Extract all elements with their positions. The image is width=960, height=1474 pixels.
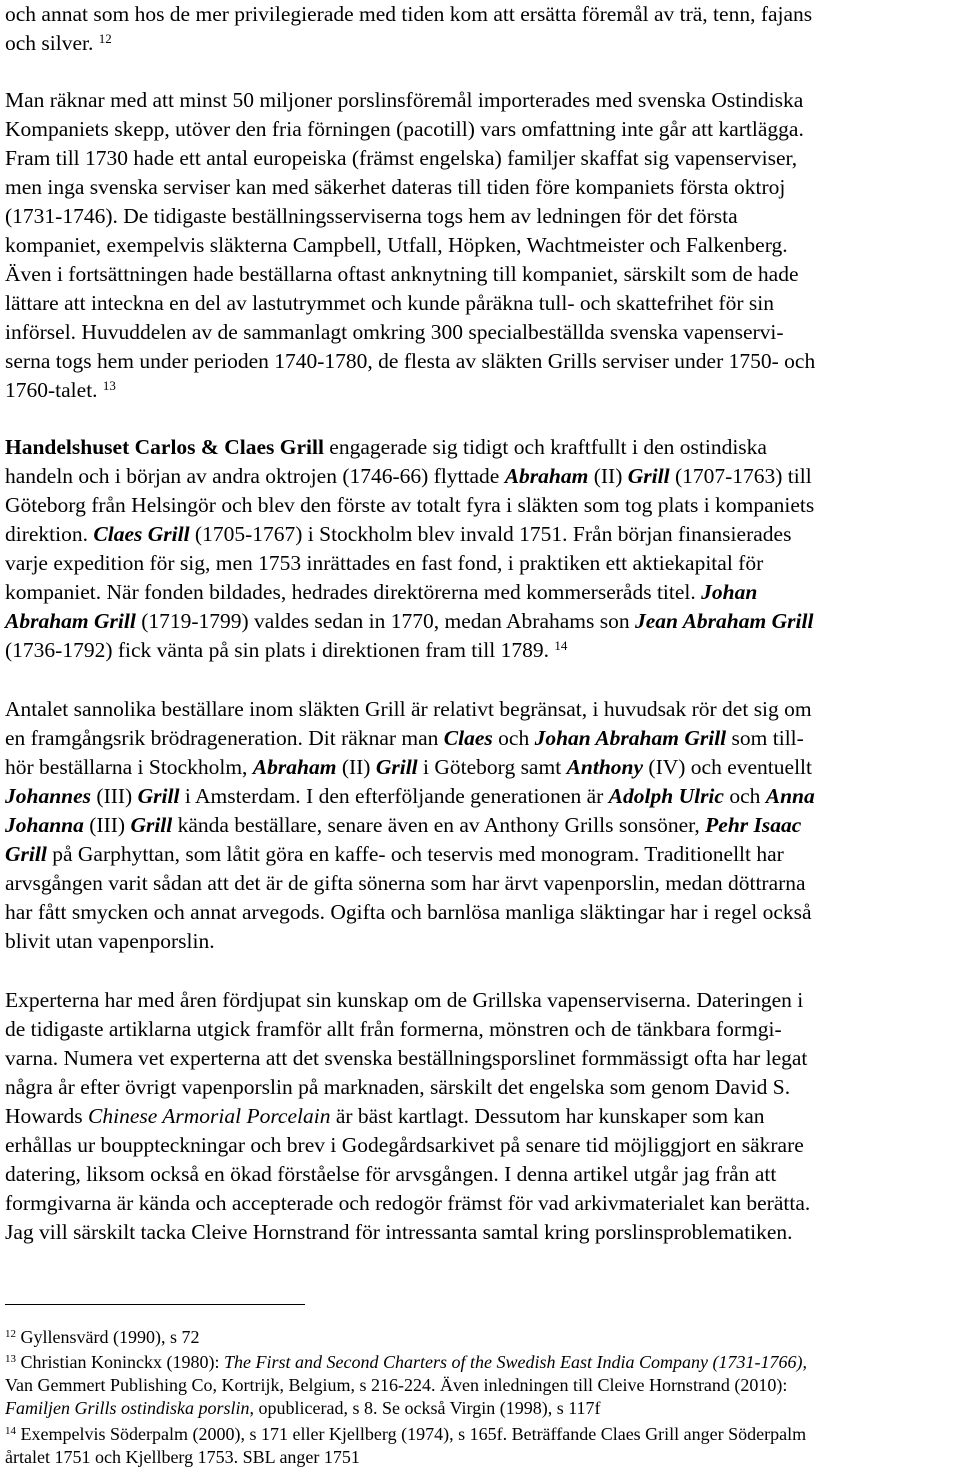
footnote-13: $^{13}$ Christian Koninckx (1980): The First and Second Charters of the Swedish East India Company (1731-1766), <box>5 1352 807 1372</box>
person-name: Johannes <box>5 784 92 808</box>
footnote-separator <box>5 1304 305 1305</box>
text-line: och silver. $^{12}$ <box>5 30 112 55</box>
text-line: och annat som hos de mer privilegierade med tiden kom att ersätta föremål av trä, tenn, fajans <box>5 2 813 26</box>
footnote-13-continued: Van Gemmert Publishing Co, Kortrijk, Belgium, s 216-224. Även inledningen till Cleive Hornstrand (2010): <box>5 1375 788 1395</box>
text-line: en framgångsrik brödrageneration. Dit räknar man Claes och Johan Abraham Grill som till- <box>5 726 804 750</box>
text-line: men inga svenska serviser kan med säkerhet dateras till tiden före kompaniets första oktroj <box>5 175 786 199</box>
text-line: (1731-1746). De tidigaste beställningsserviserna togs hem av ledningen för det första <box>5 204 738 228</box>
footnote-14-continued: årtalet 1751 och Kjellberg 1753. SBL anger 1751 <box>5 1447 360 1467</box>
text-line: Göteborg från Helsingör och blev den förste av totalt fyra i släkten som tog plats i kompaniets <box>5 493 815 517</box>
text-line: Jag vill särskilt tacka Cleive Hornstrand för intressanta samtal kring porslinsproblematiken. <box>5 1220 793 1244</box>
text-line: hör beställarna i Stockholm, Abraham (II) Grill i Göteborg samt Anthony (IV) och eventuellt <box>5 755 812 779</box>
footnote-ref-13: 13 <box>102 377 116 393</box>
text-line: Grill på Garphyttan, som låtit göra en kaffe- och teservis med monogram. Traditionellt har <box>5 842 784 866</box>
text-line: lättare att inteckna en del av lastutrymmet och kunde påräkna tull- och skattefrihet för sin <box>5 291 774 315</box>
footnote-13-continued: Familjen Grills ostindiska porslin, opublicerad, s 8. Se också Virgin (1998), s 117f <box>5 1398 601 1418</box>
text-line: varna. Numera vet experterna att det svenska beställningsporslinet formmässigt ofta har legat <box>5 1046 808 1070</box>
person-name: Grill <box>627 464 670 488</box>
text-line: Även i fortsättningen hade beställarna oftast anknytning till kompaniet, särskilt som de hade <box>5 262 799 286</box>
text-line: varje expedition för sig, men 1753 inrättades en fast fond, i praktiken ett aktiekapital för <box>5 551 764 575</box>
text-line: införsel. Huvuddelen av de sammanlagt omkring 300 specialbeställda svenska vapenservi- <box>5 320 784 344</box>
text-line: har fått smycken och annat arvegods. Ogifta och barnlösa manliga släktingar har i regel också <box>5 900 812 924</box>
text-line: några år efter övrigt vapenporslin på marknaden, särskilt det engelska som genom David S. <box>5 1075 791 1099</box>
text-line: de tidigaste artiklarna utgick framför allt från formerna, mönstren och de tänkbara formgi- <box>5 1017 782 1041</box>
text-line: Handelshuset Carlos & Claes Grill engagerade sig tidigt och kraftfullt i den ostindiska <box>5 435 767 459</box>
text-line: datering, liksom också en ökad förståelse för arvsgången. I denna artikel utgår jag från att <box>5 1162 777 1186</box>
text-line: kompaniet, exempelvis släkterna Campbell, Utfall, Höpken, Wachtmeister och Falkenberg. <box>5 233 788 257</box>
text-line: Johannes (III) Grill i Amsterdam. I den efterföljande generationen är Adolph Ulric och Anna <box>5 784 815 808</box>
text-line: Antalet sannolika beställare inom släkten Grill är relativt begränsat, i huvudsak rör det sig om <box>5 697 812 721</box>
text-line: erhållas ur bouppteckningar och brev i Godegårdsarkivet på senare tid möjliggjort en säkrare <box>5 1133 804 1157</box>
text-line: Howards Chinese Armorial Porcelain är bäst kartlagt. Dessutom har kunskaper som kan <box>5 1104 765 1128</box>
book-title: The First and Second Charters of the Swedish East India Company (1731-1766), <box>223 1352 807 1372</box>
person-name: Johan Abraham Grill <box>534 726 727 750</box>
person-name: Johanna <box>5 813 84 837</box>
text-line: arvsgången varit sådan att det är de gifta sönerna som har ärvt vapenporslin, medan döttrarna <box>5 871 806 895</box>
person-name: Anna <box>765 784 815 808</box>
text-line: Kompaniets skepp, utöver den fria förningen (pacotill) vars omfattning inte går att kartlägga. <box>5 117 804 141</box>
text-line: Experterna har med åren fördjupat sin kunskap om de Grillska vapenserviserna. Dateringen i <box>5 988 804 1012</box>
text-line: blivit utan vapenporslin. <box>5 929 215 953</box>
text-line: 1760-talet. $^{13}$ <box>5 377 116 402</box>
person-name: Claes <box>443 726 493 750</box>
text-line: handeln och i början av andra oktrojen (1746-66) flyttade Abraham (II) Grill (1707-1763) till <box>5 464 812 488</box>
person-name: Abraham <box>252 755 337 779</box>
text-line: Abraham Grill (1719-1799) valdes sedan in 1770, medan Abrahams son Jean Abraham Grill <box>5 609 814 633</box>
person-name: Anthony <box>566 755 644 779</box>
text-line: direktion. Claes Grill (1705-1767) i Stockholm blev invald 1751. Från början finansierades <box>5 522 792 546</box>
person-name: Grill <box>375 755 418 779</box>
text-line: Johanna (III) Grill kända beställare, senare även en av Anthony Grills sonsöner, Pehr Isaac <box>5 813 802 837</box>
heading-term: Handelshuset Carlos & Claes Grill <box>5 435 324 459</box>
person-name: Grill <box>5 842 47 866</box>
footnote-ref-12: 12 <box>98 30 112 46</box>
text-line: kompaniet. När fonden bildades, hedrades direktörerna med kommerseråds titel. Johan <box>5 580 758 604</box>
person-name: Abraham <box>504 464 589 488</box>
person-name: Pehr Isaac <box>705 813 802 837</box>
person-name: Johan <box>701 580 758 604</box>
text-line: (1736-1792) fick vänta på sin plats i direktionen fram till 1789. $^{14}$ <box>5 637 568 662</box>
person-name: Grill <box>137 784 180 808</box>
footnote-ref-14: 14 <box>554 637 568 653</box>
text-line: serna togs hem under perioden 1740-1780, de flesta av släkten Grills serviser under 1750- och <box>5 349 816 373</box>
person-name: Grill <box>130 813 173 837</box>
person-name: Jean Abraham Grill <box>635 609 814 633</box>
person-name: Abraham Grill <box>5 609 136 633</box>
book-title: Familjen Grills ostindiska porslin <box>5 1398 250 1418</box>
person-name: Claes Grill <box>93 522 190 546</box>
text-line: formgivarna är kända och accepterade och redogör främst för vad arkivmaterialet kan berätta. <box>5 1191 811 1215</box>
person-name: Adolph Ulric <box>608 784 724 808</box>
book-title: Chinese Armorial Porcelain <box>88 1104 331 1128</box>
footnote-14: $^{14}$ Exempelvis Söderpalm (2000), s 171 eller Kjellberg (1974), s 165f. Beträffande Claes Grill anger Söderpalm <box>5 1424 807 1444</box>
text-line: Fram till 1730 hade ett antal europeiska (främst engelska) familjer skaffat sig vapenserviser, <box>5 146 798 170</box>
text-line: Man räknar med att minst 50 miljoner porslinsföremål importerades med svenska Ostindiska <box>5 88 804 112</box>
footnote-12: $^{12}$ Gyllensvärd (1990), s 72 <box>5 1327 200 1347</box>
